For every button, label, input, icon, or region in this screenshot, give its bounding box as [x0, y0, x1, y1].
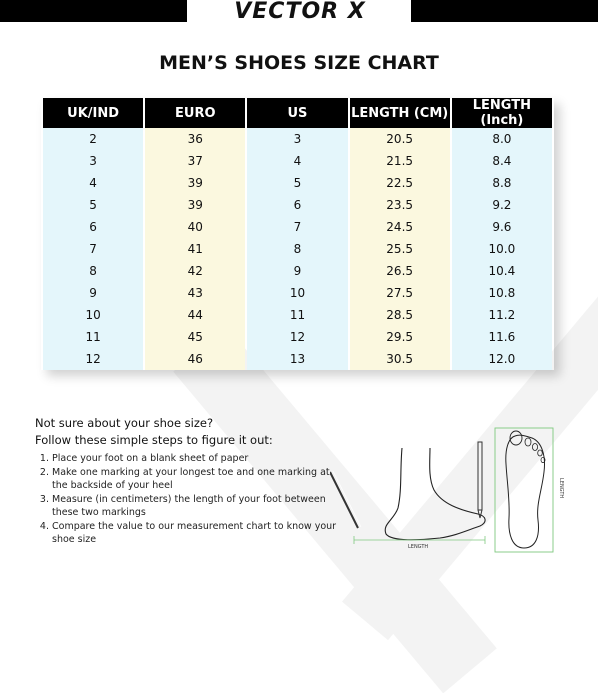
table-cell: 4 — [43, 172, 143, 194]
table-cell: 44 — [145, 304, 245, 326]
table-cell: 3 — [247, 128, 347, 150]
table-cell: 5 — [43, 194, 143, 216]
table-cell: 29.5 — [350, 326, 450, 348]
table-cell: 11.2 — [452, 304, 552, 326]
column-header: LENGTH (CM) — [350, 98, 450, 128]
table-cell: 27.5 — [350, 282, 450, 304]
table-cell: 9.2 — [452, 194, 552, 216]
table-cell: 22.5 — [350, 172, 450, 194]
table-row — [43, 194, 552, 216]
table-cell: 21.5 — [350, 150, 450, 172]
step-item: 2. Make one marking at your longest toe and one marking at the backside of your heel — [52, 466, 345, 492]
table-cell: 11 — [43, 326, 143, 348]
table-cell: 9.6 — [452, 216, 552, 238]
table-row — [43, 304, 552, 326]
side-foot-drawing — [385, 448, 485, 540]
table-cell: 36 — [145, 128, 245, 150]
table-cell: 5 — [247, 172, 347, 194]
table-row — [43, 348, 552, 370]
table-row — [43, 172, 552, 194]
column-header: UK/IND — [43, 98, 143, 128]
table-cell: 4 — [247, 150, 347, 172]
table-cell: 10.4 — [452, 260, 552, 282]
table-cell: 45 — [145, 326, 245, 348]
brand-mark: X — [347, 0, 366, 24]
table-row — [43, 150, 552, 172]
help-subtitle: Follow these simple steps to figure it out: — [35, 433, 273, 447]
table-cell: 9 — [247, 260, 347, 282]
table-cell: 24.5 — [350, 216, 450, 238]
table-cell: 8.0 — [452, 128, 552, 150]
table-cell: 11.6 — [452, 326, 552, 348]
table-cell: 25.5 — [350, 238, 450, 260]
table-cell: 10.8 — [452, 282, 552, 304]
table-cell: 28.5 — [350, 304, 450, 326]
measure-instructions — [35, 415, 345, 547]
table-cell: 3 — [43, 150, 143, 172]
table-cell: 9 — [43, 282, 143, 304]
table-cell: 46 — [145, 348, 245, 370]
table-row — [43, 238, 552, 260]
table-row — [43, 260, 552, 282]
table-cell: 12 — [247, 326, 347, 348]
column-header: LENGTH (Inch) — [452, 98, 552, 128]
table-cell: 10.0 — [452, 238, 552, 260]
length-label: LENGTH — [408, 544, 429, 550]
table-cell: 8.4 — [452, 150, 552, 172]
step-item: 3. Measure (in centimeters) the length of your foot between these two markings — [52, 493, 345, 519]
table-cell: 12 — [43, 348, 143, 370]
table-cell: 37 — [145, 150, 245, 172]
table-cell: 23.5 — [350, 194, 450, 216]
page-title: MEN’S SHOES SIZE CHART — [159, 52, 439, 74]
table-cell: 6 — [43, 216, 143, 238]
foot-measure-illustration — [330, 420, 570, 560]
table-cell: 8.8 — [452, 172, 552, 194]
help-question: Not sure about your shoe size? — [35, 416, 214, 430]
step-item: 4. Compare the value to our measurement chart to know your shoe size — [52, 520, 345, 546]
pencil-left-icon — [330, 471, 361, 528]
table-cell: 40 — [145, 216, 245, 238]
length-label-vertical: LENGTH — [558, 478, 564, 499]
table-cell: 7 — [247, 216, 347, 238]
table-body — [43, 128, 552, 370]
table-cell: 30.5 — [350, 348, 450, 370]
table-cell: 26.5 — [350, 260, 450, 282]
brand-logo — [190, 0, 410, 24]
table-row — [43, 282, 552, 304]
table-cell: 42 — [145, 260, 245, 282]
table-cell: 20.5 — [350, 128, 450, 150]
column-header: US — [247, 98, 347, 128]
top-foot-drawing — [506, 435, 545, 548]
table-header-row — [43, 98, 552, 128]
table-row — [43, 216, 552, 238]
table-cell: 8 — [43, 260, 143, 282]
steps-list — [35, 452, 345, 546]
table-cell: 13 — [247, 348, 347, 370]
table-cell: 2 — [43, 128, 143, 150]
table-cell: 11 — [247, 304, 347, 326]
header-bar-right — [411, 0, 598, 22]
table-cell: 39 — [145, 172, 245, 194]
pencil-right-icon — [478, 442, 482, 518]
step-item: 1. Place your foot on a blank sheet of paper — [52, 452, 345, 465]
table-cell: 43 — [145, 282, 245, 304]
table-cell: 12.0 — [452, 348, 552, 370]
table-cell: 10 — [43, 304, 143, 326]
top-foot-frame — [495, 428, 553, 552]
column-header: EURO — [145, 98, 245, 128]
size-chart-table — [41, 98, 554, 370]
table-cell: 39 — [145, 194, 245, 216]
table-row — [43, 326, 552, 348]
table-cell: 10 — [247, 282, 347, 304]
table-cell: 7 — [43, 238, 143, 260]
header-bar-left — [0, 0, 187, 22]
table-cell: 41 — [145, 238, 245, 260]
table-row — [43, 128, 552, 150]
brand-name: VECTOR — [234, 0, 340, 24]
table-cell: 6 — [247, 194, 347, 216]
table-cell: 8 — [247, 238, 347, 260]
